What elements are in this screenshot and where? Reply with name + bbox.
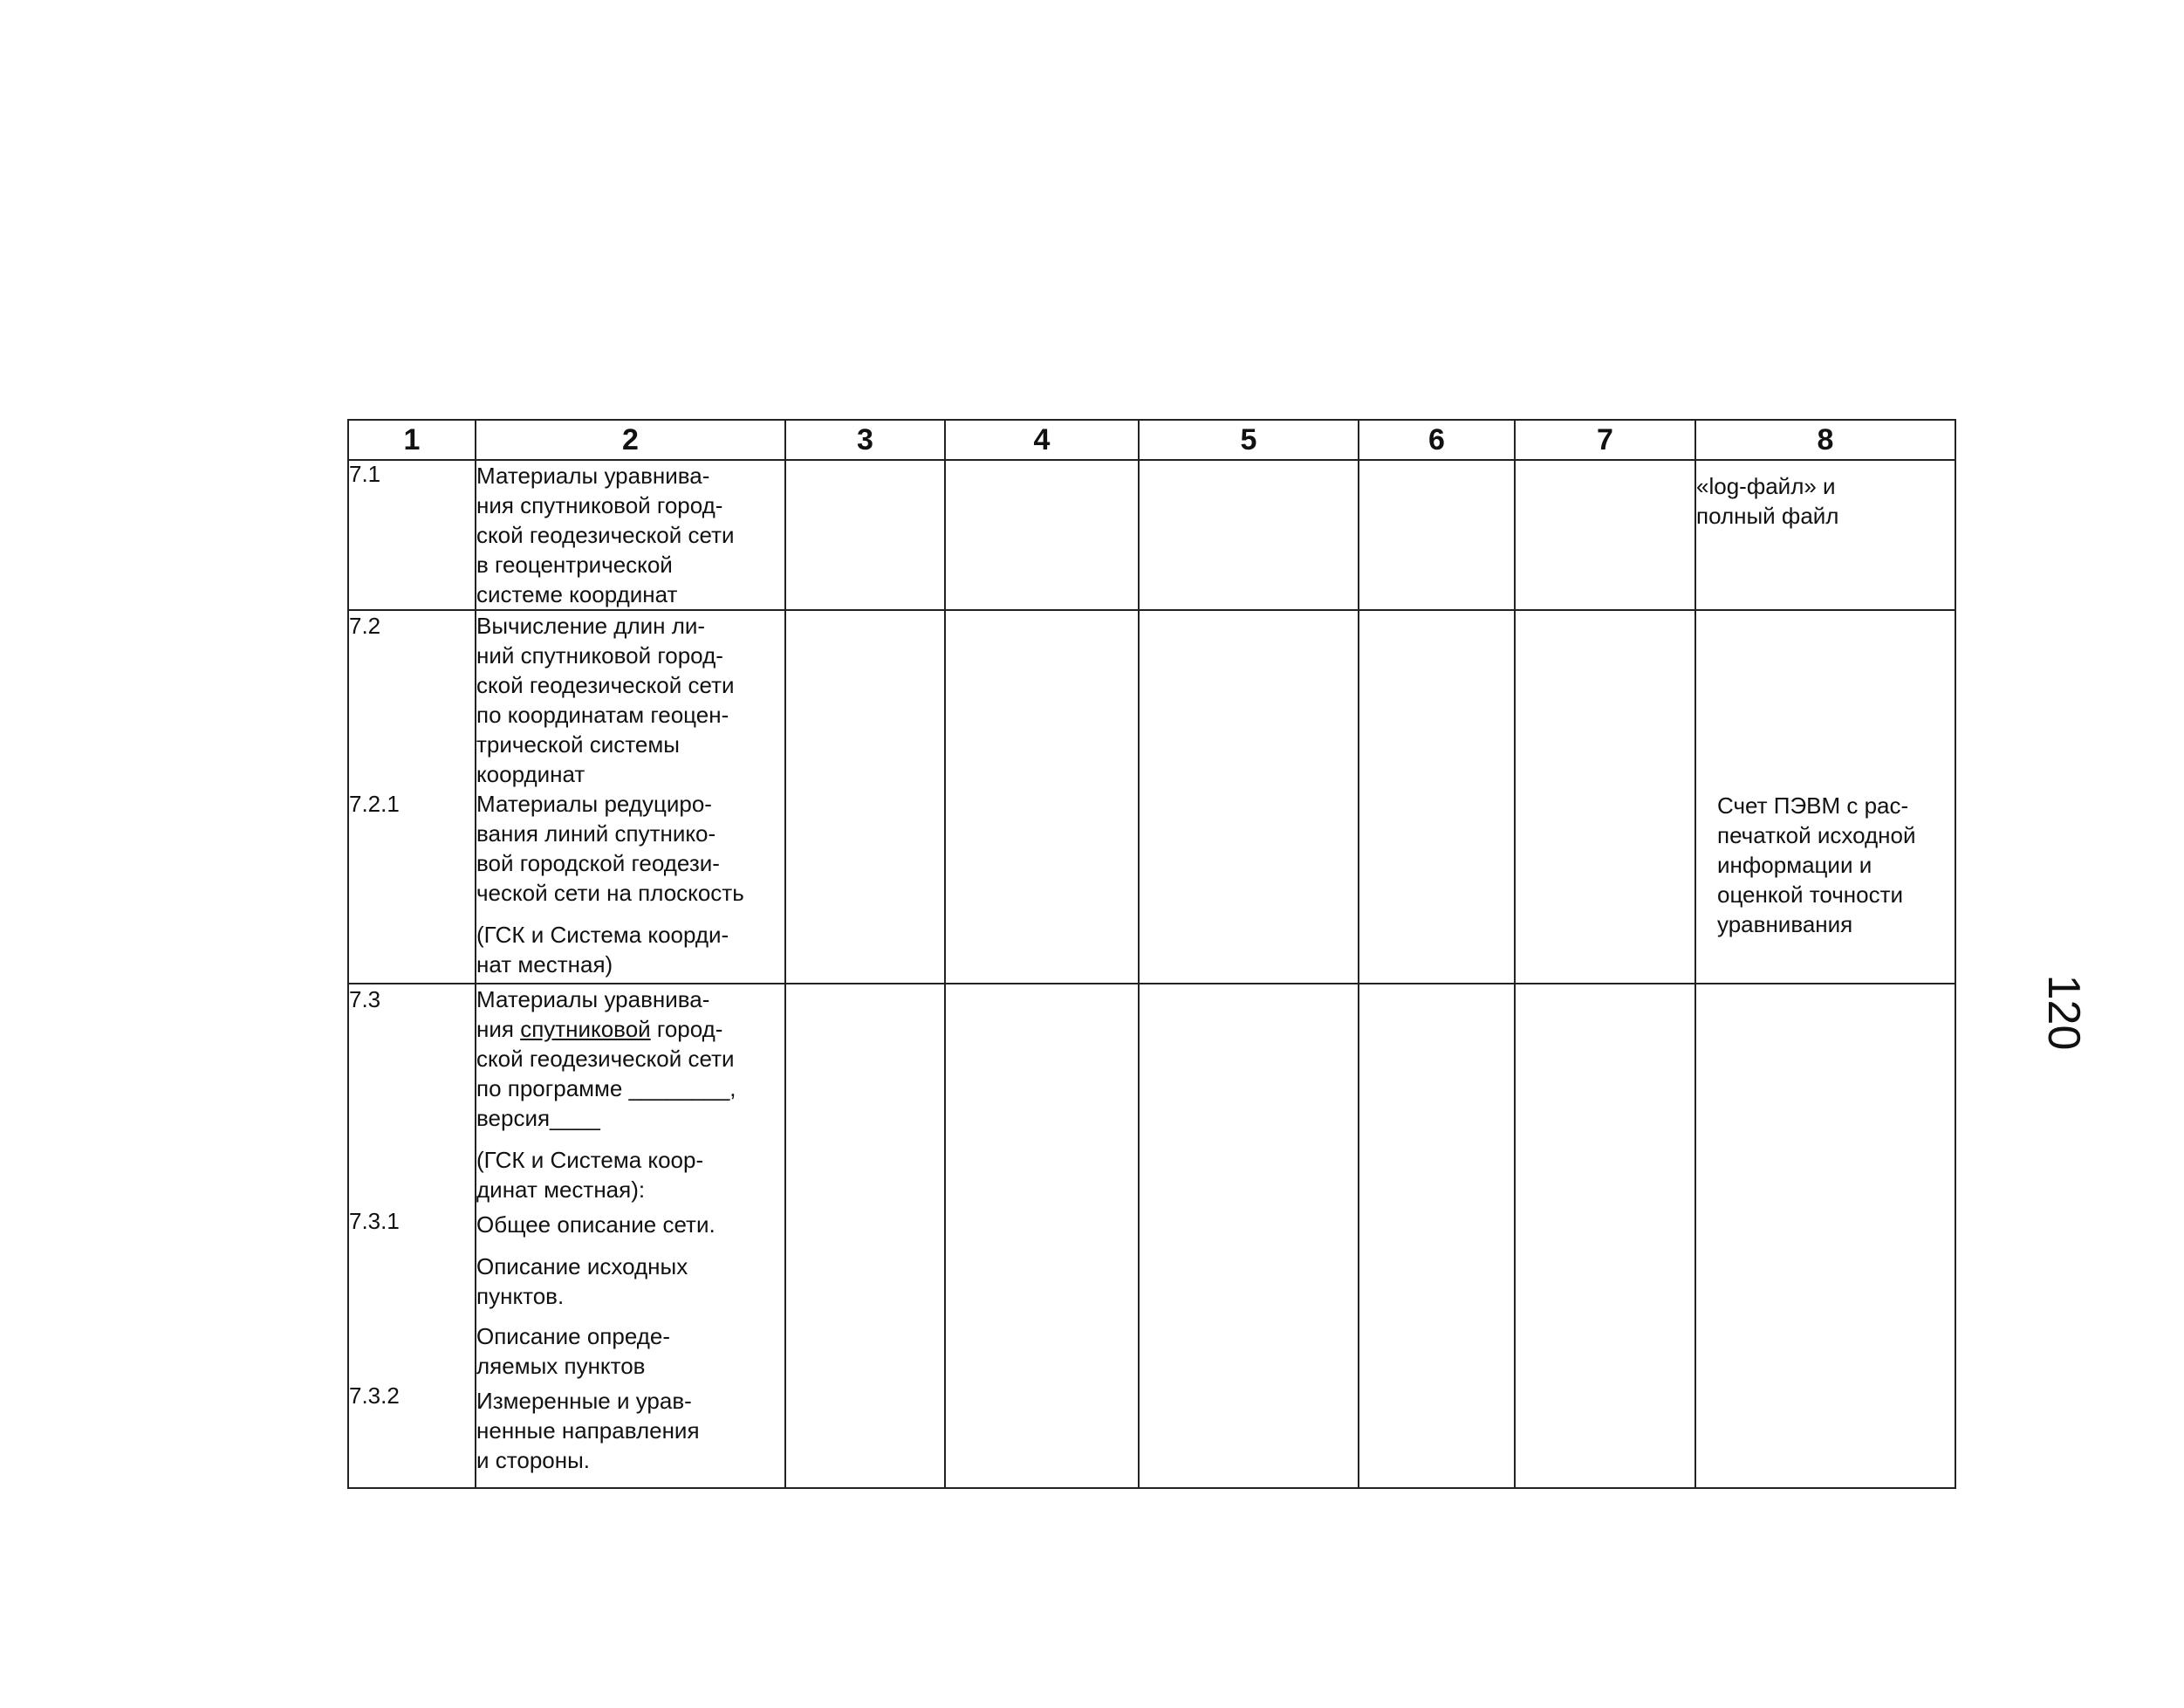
column-header: 4 — [945, 420, 1139, 460]
column-header: 8 — [1695, 420, 1955, 460]
column-header: 3 — [785, 420, 945, 460]
empty-cell — [1139, 460, 1359, 610]
column-header: 2 — [476, 420, 785, 460]
empty-cell — [945, 610, 1139, 984]
row-number: 7.1 — [348, 460, 476, 610]
empty-cell — [1359, 984, 1515, 1488]
column-header: 1 — [348, 420, 476, 460]
row-remark: Счет ПЭВМ с рас- печаткой исходной информации и оценкой точности уравнивания — [1695, 610, 1955, 984]
row-description: Вычисление длин ли- ний спутниковой город- ской геодезической сети по координатам геоцен- трической системы координат Материалы редуциро- вания линий спутнико- вой городской геодези- ческой сети на плоскость (ГСК и Система коорди- нат местная) — [476, 610, 785, 984]
row-description: Материалы уравнива- ния спутниковой город- ской геодезической сети по программе ________, версия____ (ГСК и Система коор- динат местная): Общее описание сети. Описание исходных пунктов. Описание опреде- ляемых пунктов Измеренные и урав- ненные направления и стороны. — [476, 984, 785, 1488]
empty-cell — [1359, 610, 1515, 984]
column-header: 7 — [1515, 420, 1695, 460]
data-table — [347, 419, 1956, 1489]
empty-cell — [1139, 984, 1359, 1488]
empty-cell — [785, 610, 945, 984]
row-number: 7.2 7.2.1 — [348, 610, 476, 984]
table-row — [348, 610, 1955, 984]
table-header-row — [348, 420, 1955, 460]
empty-cell — [1695, 984, 1955, 1488]
empty-cell — [945, 460, 1139, 610]
empty-cell — [1515, 460, 1695, 610]
row-number: 7.3 7.3.1 7.3.2 — [348, 984, 476, 1488]
empty-cell — [785, 460, 945, 610]
empty-cell — [1359, 460, 1515, 610]
table-row — [348, 460, 1955, 610]
row-description: Материалы уравнива- ния спутниковой город- ской геодезической сети в геоцентрической системе координат — [476, 460, 785, 610]
empty-cell — [1139, 610, 1359, 984]
empty-cell — [945, 984, 1139, 1488]
column-header: 6 — [1359, 420, 1515, 460]
empty-cell — [785, 984, 945, 1488]
empty-cell — [1515, 984, 1695, 1488]
column-header: 5 — [1139, 420, 1359, 460]
page-number: 120 — [2038, 974, 2089, 1051]
row-remark: «log-файл» и полный файл — [1695, 460, 1955, 610]
table-row — [348, 984, 1955, 1488]
empty-cell — [1515, 610, 1695, 984]
